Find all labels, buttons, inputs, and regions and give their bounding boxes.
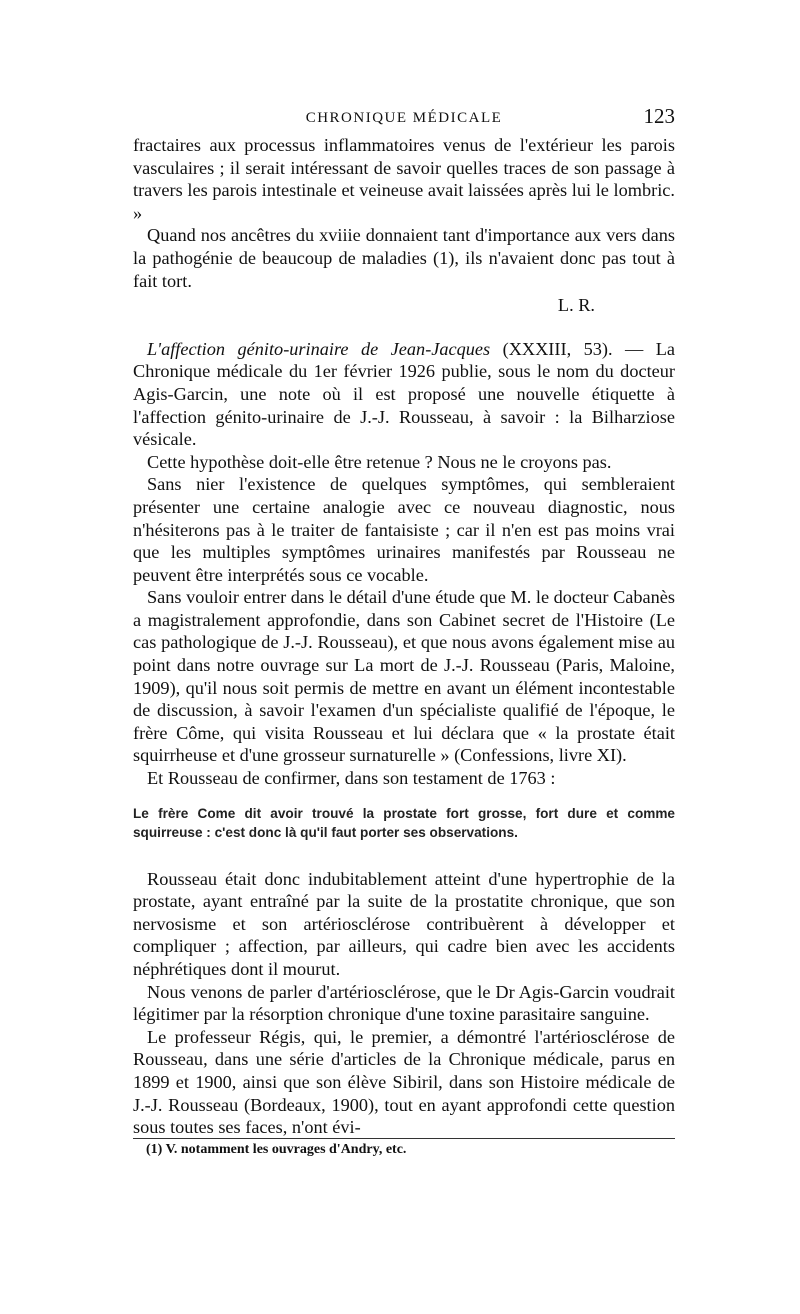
footnote: (1) V. notamment les ouvrages d'Andry, etc. [146,1142,407,1157]
paragraph-4: Cette hypothèse doit-elle être retenue ? Nous ne le croyons pas. [147,451,612,472]
paragraph-2: Quand nos ancêtres du xviiie donnaient tant d'importance aux vers dans la pathogénie de beaucoup de maladies (1), ils n'avaient donc pas tout à fait tort. [133,225,675,291]
paragraph-7: Et Rousseau de confirmer, dans son testament de 1763 : [147,768,556,789]
page-number: 123 [643,104,675,128]
body-text [133,134,675,1139]
paragraph-1: fractaires aux processus inflammatoires venus de l'extérieur les parois vasculaires ; il serait intéressant de savoir quelles traces de son passage à travers les parois intestinale et veineuse avait laissées après lui le lombric. » [133,135,675,223]
testament-quote: Le frère Come dit avoir trouvé la prostate fort grosse, fort dure et comme squirreuse : c'est donc là qu'il faut porter ses observations. [133,805,675,840]
footnote-divider [133,1138,675,1139]
paragraph-6: Sans vouloir entrer dans le détail d'une étude que M. le docteur Cabanès a magistralement approfondie, dans son Cabinet secret de l'Histoire (Le cas pathologique de J.-J. Rousseau), et que nous avons également mise au point dans notre ouvrage sur La mort de J.-J. Rousseau (Paris, Maloine, 1909), qu'il nous soit permis de mettre en avant un élément incontestable de discussion, à savoir l'examen d'un spécialiste qualifié de l'époque, le frère Côme, qui visita Rousseau et lui déclara que « la prostate était squirrheuse et d'une grosseur surnaturelle » (Confessions, livre XI). [133,587,675,766]
paragraph-8: Rousseau était donc indubitablement atteint d'une hypertrophie de la prostate, ayant entraîné par la suite de la prostatite chronique, que son nervosisme et son artériosclérose contribuèrent à développer et compliquer ; affection, par ailleurs, qui cadre bien avec les accidents néphrétiques dont il mourut. [133,868,675,979]
signature: L. R. [557,295,595,316]
page-header [133,104,675,134]
paragraph-3-text: (XXXIII, 53). — La Chronique médicale du 1er février 1926 publie, sous le nom du docteur Agis-Garcin, une note où il est proposé une nouvelle étiquette à l'affection génito-urinaire de J.-J. Rousseau, à savoir : la Bilharziose vésicale. [133,338,675,450]
paragraph-5: Sans nier l'existence de quelques symptômes, qui sembleraient présenter une certaine analogie avec ce nouveau diagnostic, nous n'hésiterons pas à le traiter de fantaisiste ; car il n'en est pas moins vrai que les multiples symptômes urinaires manifestés par Rousseau ne peuvent être interprétés sous ce vocable. [133,474,675,585]
paragraph-10: Le professeur Régis, qui, le premier, a démontré l'artériosclérose de Rousseau, dans une série d'articles de la Chronique médicale, parus en 1899 et 1900, ainsi que son élève Sibiril, dans son Histoire médicale de J.-J. Rousseau (Bordeaux, 1900), tout en ayant approfondi cette question sous toutes ses faces, n'ont évi- [133,1026,675,1138]
running-title: CHRONIQUE MÉDICALE [305,110,503,126]
paragraph-9: Nous venons de parler d'artériosclérose, que le Dr Agis-Garcin voudrait légitimer par la résorption chronique d'une toxine parasitaire sanguine. [133,981,675,1025]
paragraph-3 [133,338,675,451]
article-title: L'affection génito-urinaire de Jean-Jacques [147,338,491,359]
